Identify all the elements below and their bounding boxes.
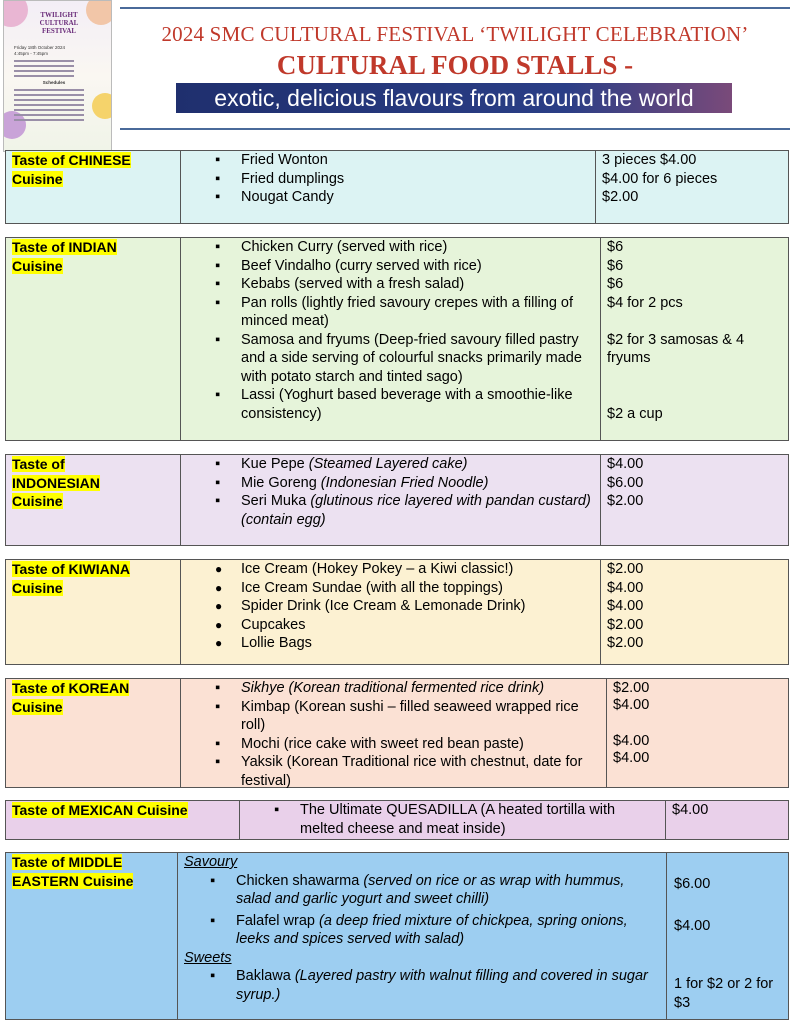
menu-item: ▪ Pan rolls (lightly fried savoury crepes with a filling of minced meat) xyxy=(215,294,574,329)
stall-name: Taste of INDIAN Cuisine xyxy=(12,239,117,274)
savoury-subheading: Savoury xyxy=(184,854,238,870)
menu-item: ● Ice Cream (Hokey Pokey – a Kiwi classic!) xyxy=(215,561,514,577)
flower-decoration xyxy=(86,0,112,25)
price-list: $2.00 $4.00 $4.00 $2.00 $2.00 xyxy=(607,561,644,651)
menu-item: ▪ Kebabs (served with a fresh salad) xyxy=(215,276,465,292)
menu-item: ▪ Samosa and fryums (Deep-fried savoury filled pastry and a side serving of colourful snacks primarily made with potato starch and tinted sago) xyxy=(215,331,582,385)
poster-schedules-label: Schedules xyxy=(42,80,66,85)
menu-item: ▪ Kue Pepe (Steamed Layered cake) xyxy=(215,456,468,472)
stall-korean: Taste of KOREAN Cuisine ▪ Sikhye (Korean traditional fermented rice drink) ▪ Kimbap (Korean sushi – filled seaweed wrapped rice roll) ▪ Mochi (rice cake with sweet red bean paste) ▪ Yaksik (Korean Traditional rice with chestnut, date for festival) $2.00 $4.00 $4.00 $4.00 xyxy=(5,678,789,788)
menu-item: ▪ Seri Muka (glutinous rice layered with pandan custard)(contain egg) xyxy=(215,493,591,528)
menu-item: ● Spider Drink (Ice Cream & Lemonade Drink) xyxy=(215,598,526,614)
menu-item: ▪ Fried Wonton xyxy=(215,152,328,168)
menu-item: ▪ Mie Goreng (Indonesian Fried Noodle) xyxy=(215,474,489,491)
section-title: CULTURAL FOOD STALLS - xyxy=(276,50,634,80)
stall-chinese xyxy=(5,150,789,224)
menu-item: ● Ice Cream Sundae (with all the toppings) xyxy=(215,579,503,596)
festival-poster-thumbnail xyxy=(3,0,112,152)
menu-item: ▪ Kimbap (Korean sushi – filled seaweed wrapped rice roll) xyxy=(215,698,579,733)
menu-item: ▪ Mochi (rice cake with sweet red bean paste) xyxy=(215,735,524,752)
menu-item: ▪ Chicken shawarma (served on rice or as wrap with hummus, salad and garlic yogurt and sweet chilli) xyxy=(210,872,625,907)
menu-item: ▪ Falafel wrap (a deep fried mixture of chickpea, spring onions, leeks and spices served with salad) xyxy=(210,912,628,947)
tagline-banner: exotic, delicious flavours from around the world xyxy=(176,83,732,113)
stall-indonesian xyxy=(5,454,789,546)
price-list: $4.00 $6.00 $2.00 xyxy=(607,456,644,509)
header-rule-bottom xyxy=(120,128,790,130)
menu-item: ● Lollie Bags xyxy=(215,635,312,651)
menu-item: ▪ Chicken Curry (served with rice) xyxy=(215,239,448,255)
menu-item: ● Cupcakes xyxy=(215,616,306,633)
stall-indian: Taste of INDIAN Cuisine ▪ Chicken Curry (served with rice) ▪ Beef Vindalho (curry served with rice) ▪ Kebabs (served with a fresh salad) ▪ Pan rolls (lightly fried savoury crepes with a filling of minced meat) ▪ Samosa and fryums (Deep-fried savoury filled pastry and a side serving of colourful snacks primarily made with potato starch and tinted sago) ▪ Lassi (Yoghurt based beverage with a smoothie-like consistency) $6 $6 $6 $4 for 2 pcs $2 for 3 samosas & 4 fryums $2 a cup xyxy=(5,237,789,441)
poster-time: 4:45pm - 7:45pm xyxy=(14,51,49,56)
header-rule-top xyxy=(120,7,790,9)
stall-mexican xyxy=(5,800,789,840)
menu-item: ▪ Nougat Candy xyxy=(215,189,334,205)
menu-item: ▪ Yaksik (Korean Traditional rice with chestnut, date for festival) xyxy=(215,754,583,789)
menu-item: ▪ Baklawa (Layered pastry with walnut filling and covered in sugar syrup.) xyxy=(210,968,648,1003)
menu-item: ▪ Fried dumplings xyxy=(215,170,345,187)
stall-name: Taste of MIDDLE EASTERN Cuisine xyxy=(12,854,134,889)
event-title: 2024 SMC CULTURAL FESTIVAL ‘TWILIGHT CELEBRATION’ xyxy=(161,22,749,46)
price-list: $4.00 xyxy=(672,802,709,818)
price-list: 3 pieces $4.00 $4.00 for 6 pieces $2.00 xyxy=(602,152,718,205)
poster-details xyxy=(14,45,94,124)
stall-name: Taste of INDONESIAN Cuisine xyxy=(12,456,100,509)
stall-name: Taste of KIWIANA Cuisine xyxy=(12,561,130,596)
menu-item: ▪ The Ultimate QUESADILLA (A heated tortilla with melted cheese and meat inside) xyxy=(274,802,616,837)
sweets-subheading: Sweets xyxy=(184,949,232,966)
stall-name: Taste of CHINESE Cuisine xyxy=(12,152,131,187)
poster-date: Friday 18th October 2024 xyxy=(14,45,66,50)
stall-name: Taste of KOREAN Cuisine xyxy=(12,680,130,715)
menu-item: ▪ Sikhye (Korean traditional fermented rice drink) xyxy=(215,680,545,696)
stall-kiwiana xyxy=(5,559,789,665)
menu-item: ▪ Lassi (Yoghurt based beverage with a smoothie-like consistency) xyxy=(215,387,573,422)
stall-name: Taste of MEXICAN Cuisine xyxy=(12,802,188,818)
stall-middle-eastern: Taste of MIDDLE EASTERN Cuisine Savoury ▪ Chicken shawarma (served on rice or as wrap with hummus, salad and garlic yogurt and sweet chilli) ▪ Falafel wrap (a deep fried mixture of chickpea, spring onions, leeks and spices served with salad) Sweets ▪ Baklawa (Layered pastry with walnut filling and covered in sugar syrup.) $6.00 $4.00 1 for $2 or 2 for $3 xyxy=(5,852,789,1020)
flower-decoration xyxy=(92,93,112,119)
poster-title: TWILIGHT CULTURAL FESTIVAL xyxy=(39,11,79,35)
menu-item: ▪ Beef Vindalho (curry served with rice) xyxy=(215,257,482,274)
flower-decoration xyxy=(3,0,28,27)
